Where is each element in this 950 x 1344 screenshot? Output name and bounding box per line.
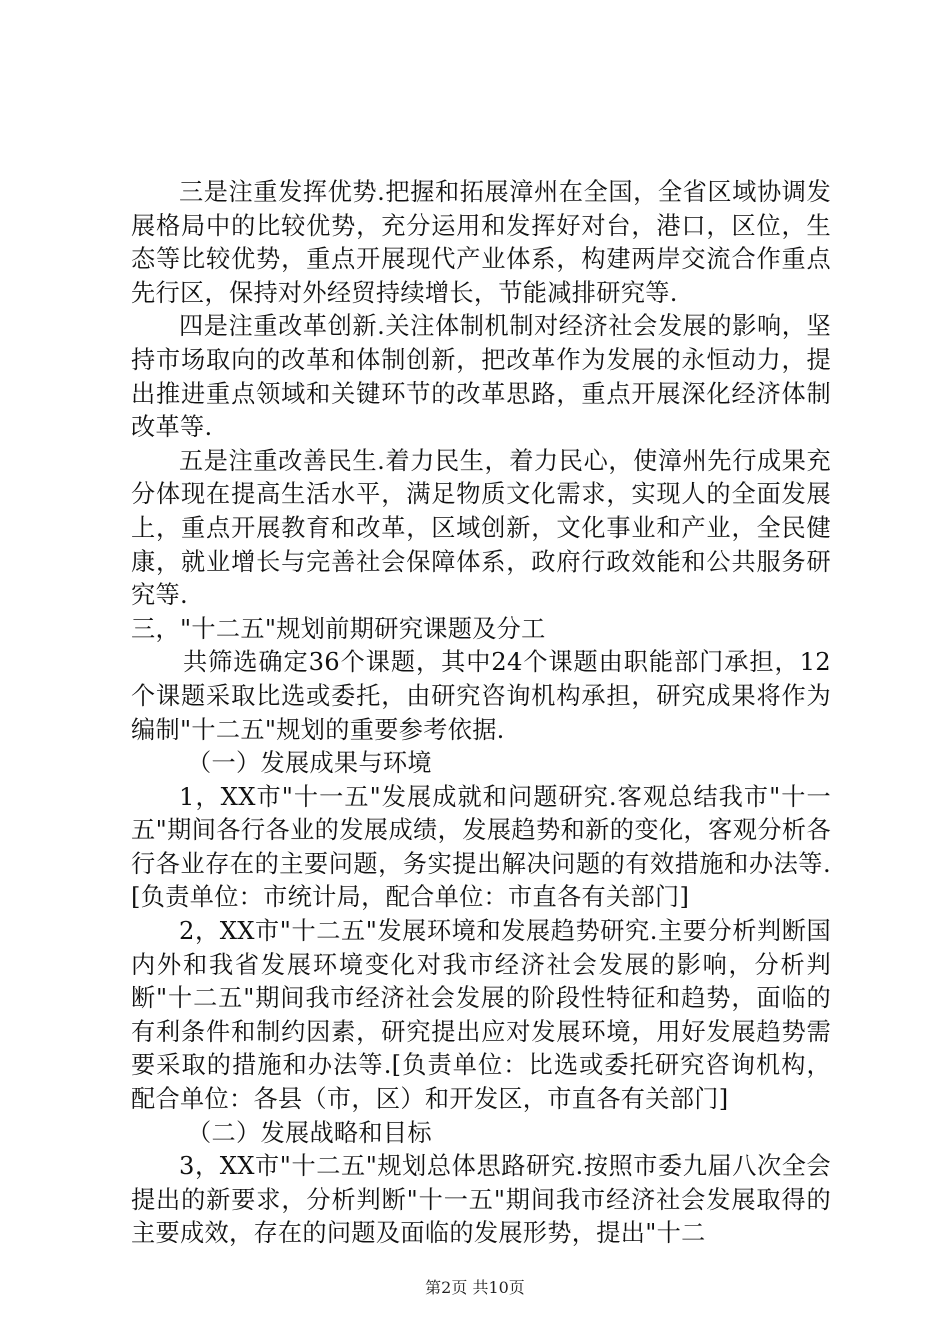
paragraph-livelihood: 五是注重改善民生.着力民生，着力民心，使漳州先行成果充分体现在提高生活水平，满足物质文化需求，实现人的全面发展上，重点开展教育和改革，区域创新，文化事业和产业，全民健康，就业增长与完善社会保障体系，政府行政效能和公共服务研究等.: [131, 446, 831, 610]
paragraph-topics-summary: 共筛选确定36个课题，其中24个课题由职能部门承担，12个课题采取比选或委托，由研究咨询机构承担，研究成果将作为编制"十二五"规划的重要参考依据.: [131, 648, 831, 744]
paragraph-reform: 四是注重改革创新.关注体制机制对经济社会发展的影响，坚持市场取向的改革和体制创新，把改革作为发展的永恒动力，提出推进重点领域和关键环节的改革思路，重点开展深化经济体制改革等.: [131, 312, 831, 442]
topic-item-2: 2，XX市"十二五"发展环境和发展趋势研究.主要分析判断国内外和我省发展环境变化对我市经济社会发展的影响，分析判断"十二五"期间我市经济社会发展的阶段性特征和趋势，面临的有利条件和制约因素，研究提出应对发展环境，用好发展趋势需要采取的措施和办法等.[负责单位：比选或委托研究咨询机构，配合单位：各县（市，区）和开发区，市直各有关部门]: [131, 917, 831, 1114]
paragraph-advantages: 三是注重发挥优势.把握和拓展漳州在全国，全省区域协调发展格局中的比较优势，充分运用和发挥好对台，港口，区位，生态等比较优势，重点开展现代产业体系，构建两岸交流合作重点先行区，保持对外经贸持续增长，节能减排研究等.: [131, 178, 831, 307]
page-number-footer: 第2页 共10页: [425, 1278, 525, 1297]
topic-item-1: 1，XX市"十一五"发展成就和问题研究.客观总结我市"十一五"期间各行各业的发展成绩，发展趋势和新的变化，客观分析各行各业存在的主要问题，务实提出解决问题的有效措施和办法等.[负责单位：市统计局，配合单位：市直各有关部门]: [131, 782, 831, 912]
section-heading: 三，"十二五"规划前期研究课题及分工: [131, 614, 546, 643]
document-body: [131, 176, 831, 1251]
topic-item-3: 3，XX市"十二五"规划总体思路研究.按照市委九届八次全会提出的新要求，分析判断"十一五"期间我市经济社会发展取得的主要成效，存在的问题及面临的发展形势，提出"十二: [131, 1152, 831, 1248]
subsection-heading-1: （一）发展成果与环境: [187, 749, 432, 778]
subsection-heading-2: （二）发展战略和目标: [187, 1118, 432, 1147]
